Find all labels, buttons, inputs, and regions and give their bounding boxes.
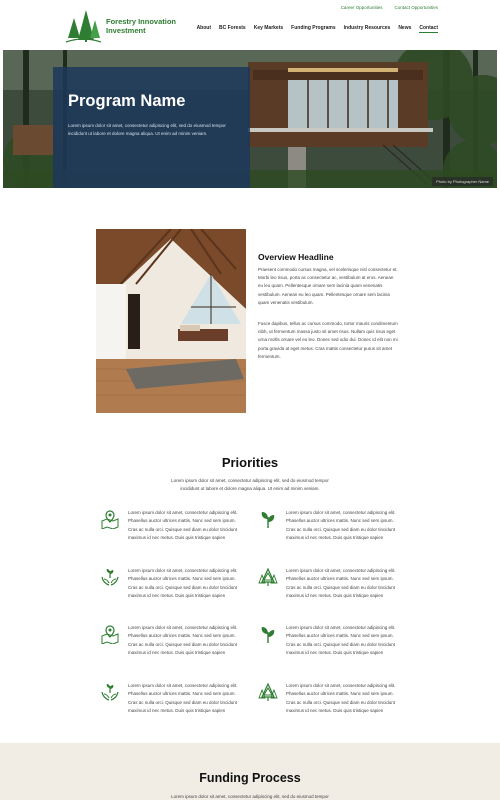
nav-bc-forests[interactable]: BC Forests bbox=[219, 25, 246, 31]
priority-text: Lorem ipsum dolor sit amet, consectetur adipiscing elit. Phasellus auctor ultrices mattis. Nunc sed sem ipsum. Cras ac nulla orci. Quisque sed diam eu dolor tincidunt maximus id nec metus. Duis quis tristique sapien bbox=[286, 510, 396, 541]
seedling-icon bbox=[258, 509, 278, 529]
trees-icon bbox=[258, 682, 278, 702]
utility-nav bbox=[341, 5, 438, 10]
map-icon bbox=[100, 624, 120, 644]
priority-text: Lorem ipsum dolor sit amet, consectetur adipiscing elit. Phasellus auctor ultrices mattis. Nunc sed sem ipsum. Cras ac nulla orci. Quisque sed diam eu dolor tincidunt maximus id nec metus. Duis quis tristique sapien bbox=[128, 510, 238, 541]
site-logo[interactable] bbox=[64, 8, 176, 44]
overview-paragraph-2: Fusce dapibus, tellus ac cursus commodo, tortor mauris condimentum nibh, ut fermentum massa justo sit amet risus. Nullam quis risus eget urna mollis ornare vel eu leo. Donec sed odio dui. Donec id elit non mi porta gravida at eget metus. Cras mattis consectetur purus sit amet fermentum. bbox=[258, 321, 398, 359]
map-icon bbox=[100, 509, 120, 529]
photo-credit: Photo by Photographer Name bbox=[432, 177, 493, 186]
hands-plant-icon bbox=[100, 567, 120, 587]
logo-trees-icon bbox=[64, 8, 102, 44]
nav-funding-programs[interactable]: Funding Programs bbox=[291, 25, 336, 31]
overview-headline: Overview Headline bbox=[258, 252, 334, 262]
overview-image bbox=[96, 229, 246, 413]
util-link-careers[interactable]: Career Opportunities bbox=[340, 5, 383, 10]
priority-item bbox=[100, 682, 250, 716]
priority-item bbox=[258, 682, 408, 716]
priority-item bbox=[258, 567, 408, 601]
priority-item bbox=[100, 567, 250, 601]
nav-news[interactable]: News bbox=[398, 25, 412, 31]
priority-item bbox=[258, 509, 408, 543]
funding-title: Funding Process bbox=[199, 771, 301, 785]
seedling-icon bbox=[258, 624, 278, 644]
trees-icon bbox=[258, 567, 278, 587]
priority-item bbox=[100, 624, 250, 658]
nav-key-markets[interactable]: Key Markets bbox=[253, 25, 284, 31]
interior-photo bbox=[96, 229, 246, 413]
logo-text: Forestry Innovation Investment bbox=[106, 17, 177, 35]
nav-about[interactable]: About bbox=[196, 25, 212, 31]
overview-paragraph-1: Praesent commodo cursus magna, vel scelerisque nisl consectetur et. Morbi leo risus, porta ac consectetur ac, vestibulum at eros. Aenean eu leo quam. Pellentesque ornare sem lacinia quam venenatis vestibulum. Aenean eu leo quam. Pellentesque ornare sem lacinia quam venenatis vestibulum. bbox=[258, 267, 398, 305]
funding-subtitle: Lorem ipsum dolor sit amet, consectetur adipiscing elit, sed do eiusmod tempor bbox=[171, 794, 329, 799]
priority-text: Lorem ipsum dolor sit amet, consectetur adipiscing elit. Phasellus auctor ultrices mattis. Nunc sed sem ipsum. Cras ac nulla orci. Quisque sed diam eu dolor tincidunt maximus id nec metus. Duis quis tristique sapien bbox=[128, 568, 238, 599]
funding-section bbox=[0, 743, 500, 800]
priority-item bbox=[100, 509, 250, 543]
hero-description: Lorem ipsum dolor sit amet, consectetur adipiscing elit, sed do eiusmod tempor incididunt ut labore et dolore magna aliqua. Ut enim ad minim veniam. bbox=[68, 123, 226, 136]
priorities-title: Priorities bbox=[221, 455, 279, 470]
priority-item bbox=[258, 624, 408, 658]
priority-text: Lorem ipsum dolor sit amet, consectetur adipiscing elit. Phasellus auctor ultrices mattis. Nunc sed sem ipsum. Cras ac nulla orci. Quisque sed diam eu dolor tincidunt maximus id nec metus. Duis quis tristique sapien bbox=[286, 683, 396, 714]
site-header bbox=[0, 0, 500, 50]
util-link-contact-opportunities[interactable]: Contact Opportunities bbox=[394, 5, 438, 10]
priority-text: Lorem ipsum dolor sit amet, consectetur adipiscing elit. Phasellus auctor ultrices mattis. Nunc sed sem ipsum. Cras ac nulla orci. Quisque sed diam eu dolor tincidunt maximus id nec metus. Duis quis tristique sapien bbox=[286, 568, 396, 599]
nav-contact[interactable]: Contact bbox=[419, 25, 438, 31]
hero-text-box bbox=[53, 67, 250, 188]
priority-text: Lorem ipsum dolor sit amet, consectetur adipiscing elit. Phasellus auctor ultrices mattis. Nunc sed sem ipsum. Cras ac nulla orci. Quisque sed diam eu dolor tincidunt maximus id nec metus. Duis quis tristique sapien bbox=[128, 683, 238, 714]
priorities-subtitle: Lorem ipsum dolor sit amet, consectetur adipiscing elit, sed do eiusmod tempor incididunt ut labore et dolore magna aliqua. Ut enim ad minim veniam. bbox=[171, 478, 329, 491]
page-title: Program Name bbox=[68, 92, 186, 110]
nav-industry-resources[interactable]: Industry Resources bbox=[343, 25, 391, 31]
hands-plant-icon bbox=[100, 682, 120, 702]
priority-text: Lorem ipsum dolor sit amet, consectetur adipiscing elit. Phasellus auctor ultrices mattis. Nunc sed sem ipsum. Cras ac nulla orci. Quisque sed diam eu dolor tincidunt maximus id nec metus. Duis quis tristique sapien bbox=[128, 625, 238, 656]
main-nav bbox=[197, 25, 438, 33]
hero-banner bbox=[3, 50, 497, 188]
priority-text: Lorem ipsum dolor sit amet, consectetur adipiscing elit. Phasellus auctor ultrices mattis. Nunc sed sem ipsum. Cras ac nulla orci. Quisque sed diam eu dolor tincidunt maximus id nec metus. Duis quis tristique sapien bbox=[286, 625, 396, 656]
